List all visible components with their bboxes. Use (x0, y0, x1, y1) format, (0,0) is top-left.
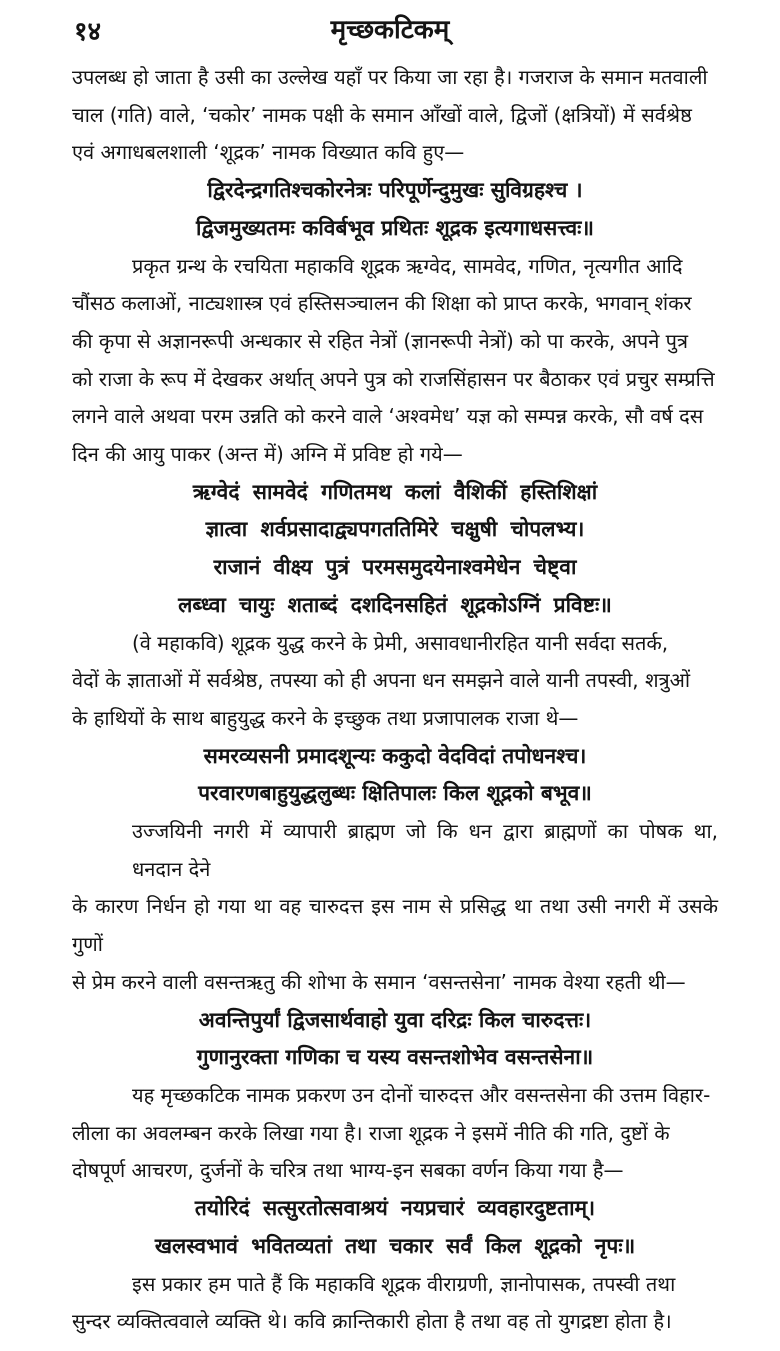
verse-line: ज्ञात्वा शर्वप्रसादाद्व्यपगततिमिरे चक्षुषी चोपलभ्य। (205, 517, 585, 542)
verse-line: परवारणबाहुयुद्धलुब्धः क्षितिपालः किल शूद्रको बभूव॥ (198, 781, 592, 806)
page-header (0, 0, 780, 59)
prose-line: उपलब्ध हो जाता है उसी का उल्लेख यहाँ पर किया जा रहा है। गजराज के समान मतवाली (72, 65, 708, 89)
verse-line: तयोरिदं सत्सुरतोत्सवाश्रयं नयप्रचारं व्यवहारदुष्टताम्। (194, 1196, 596, 1221)
prose-line: वेदों के ज्ञाताओं में सर्वश्रेष्ठ, तपस्या को ही अपना धन समझने वाले यानी तपस्वी, शत्रुओं (72, 668, 691, 693)
prose-line: चाल (गति) वाले, ‘चकोर’ नामक पक्षी के समान आँखों वाले, द्विजों (क्षत्रियों) में सर्वश्रेष्ठ (72, 102, 692, 127)
prose-line: से प्रेम करने वाली वसन्तऋतु की शोभा के समान ‘वसन्तसेना’ नामक वेश्या रहती थी— (72, 969, 686, 994)
verse-line: ऋग्वेदं सामवेदं गणितमथ कलां वैशिकीं हस्तिशिक्षां (192, 479, 598, 504)
prose-line: एवं अगाधबलशाली ‘शूद्रक’ नामक विख्यात कवि हुए— (72, 140, 465, 165)
prose-line: के कारण निर्धन हो गया था वह चारुदत्त इस नाम से प्रसिद्ध था तथा उसी नगरी में उसके गुणों (72, 894, 718, 957)
prose-line: के हाथियों के साथ बाहुयुद्ध करने के इच्छुक तथा प्रजापालक राजा थे— (72, 705, 579, 730)
prose-line: की कृपा से अज्ञानरूपी अन्धकार से रहित नेत्रों (ज्ञानरूपी नेत्रों) को पा करके, अपने पुत्र (72, 328, 689, 353)
running-title: मृच्छकटिकम् (330, 15, 450, 45)
verse-line: अवन्तिपुर्यां द्विजसार्थवाहो युवा दरिद्रः किल चारुदत्तः। (198, 1007, 592, 1032)
verse-line: गुणानुरक्ता गणिका च यस्य वसन्तशोभेव वसन्तसेना॥ (196, 1045, 594, 1070)
prose-line: दोषपूर्ण आचरण, दुर्जनों के चरित्र तथा भाग्य-इन सबका वर्णन किया गया है— (72, 1158, 624, 1183)
page-number: १४ (74, 17, 102, 47)
page-body (72, 59, 718, 1351)
prose-line: चौंसठ कलाओं, नाट्यशास्त्र एवं हस्तिसञ्चालन की शिक्षा को प्राप्त करके, भगवान् शंकर (72, 291, 692, 316)
verse-line: समरव्यसनी प्रमादशून्यः ककुदो वेदविदां तपोधनश्च। (203, 743, 587, 768)
verse-line: लब्ध्वा चायुः शताब्दं दशदिनसहितं शूद्रकोऽग्निं प्रविष्टः॥ (178, 592, 612, 617)
prose-line: दिन की आयु पाकर (अन्त में) अग्नि में प्रविष्ट हो गये— (72, 442, 463, 467)
prose-line: लीला का अवलम्बन करके लिखा गया है। राजा शूद्रक ने इसमें नीति की गति, दुष्टों के (72, 1120, 670, 1145)
prose-line: इस प्रकार हम पाते हैं कि महाकवि शूद्रक वीराग्रणी, ज्ञानोपासक, तपस्वी तथा (132, 1271, 676, 1296)
verse-line: खलस्वभावं भवितव्यतां तथा चकार सर्वं किल शूद्रको नृपः॥ (154, 1233, 636, 1258)
prose-line: को राजा के रूप में देखकर अर्थात् अपने पुत्र को राजसिंहासन पर बैठाकर एवं प्रचुर सम्प्रत्ति (72, 366, 715, 391)
prose-line: लगने वाले अथवा परम उन्नति को करने वाले ‘अश्वमेध’ यज्ञ को सम्पन्न करके, सौ वर्ष दस (72, 404, 704, 429)
verse-line: राजानं वीक्ष्य पुत्रं परमसमुदयेनाश्वमेधेन चेष्ट्वा (213, 555, 577, 580)
verse-line: द्विरदेन्द्रगतिश्चकोरनेत्रः परिपूर्णेन्दुमुखः सुविग्रहश्च । (207, 178, 583, 203)
prose-line: सुन्दर व्यक्तित्ववाले व्यक्ति थे। कवि क्रान्तिकारी होता है तथा वह तो युगद्रष्टा होता है। (72, 1309, 672, 1334)
prose-line: यह मृच्छकटिक नामक प्रकरण उन दोनों चारुदत्त और वसन्तसेना की उत्तम विहार- (132, 1082, 711, 1107)
prose-line: उज्जयिनी नगरी में व्यापारी ब्राह्मण जो कि धन द्वारा ब्राह्मणों का पोषक था, धनदान देने (132, 819, 718, 881)
verse-line: द्विजमुख्यतमः कविर्बभूव प्रथितः शूद्रक इत्यगाधसत्त्वः॥ (196, 215, 594, 240)
prose-line: (वे महाकवि) शूद्रक युद्ध करने के प्रेमी, असावधानीरहित यानी सर्वदा सतर्क, (132, 630, 669, 655)
prose-line: प्रकृत ग्रन्थ के रचयिता महाकवि शूद्रक ऋग्वेद, सामवेद, गणित, नृत्यगीत आदि (132, 253, 683, 278)
